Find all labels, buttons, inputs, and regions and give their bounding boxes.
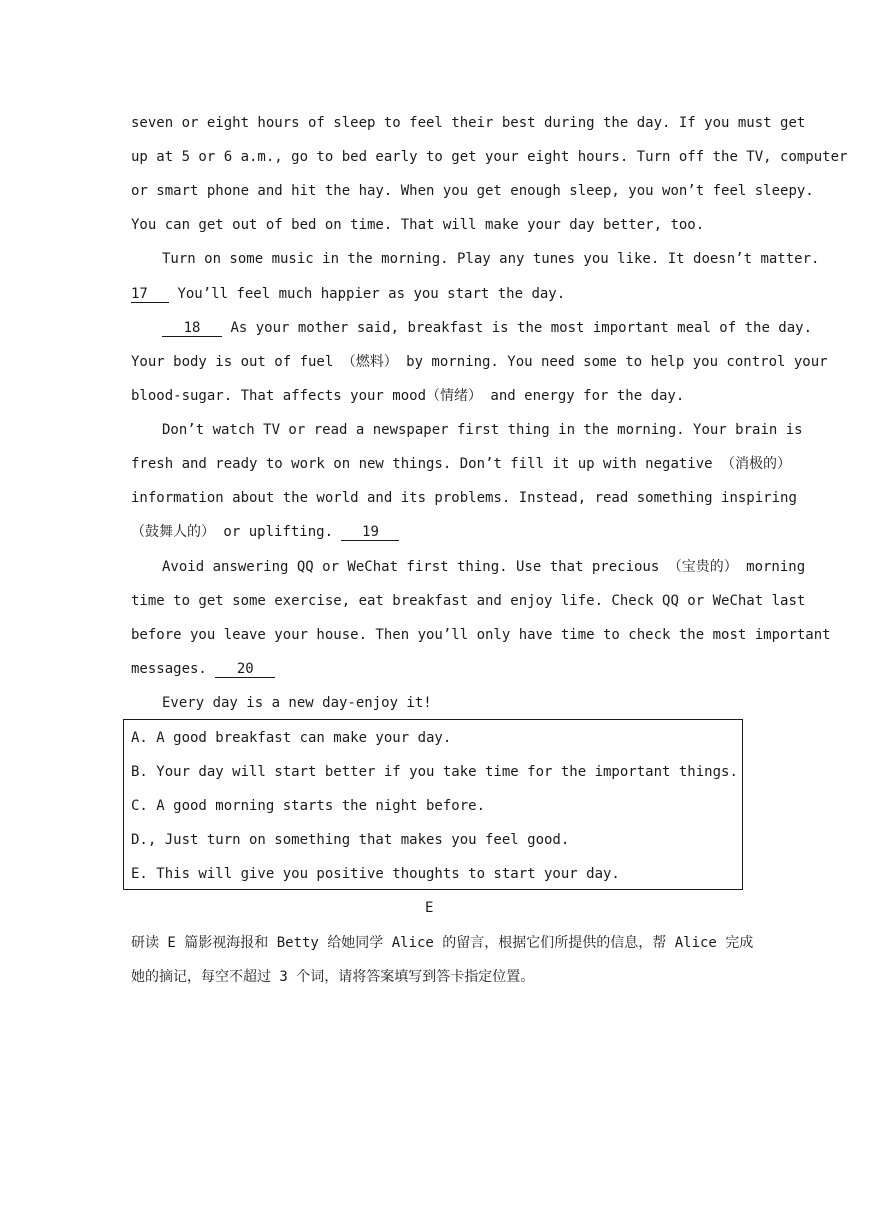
option-d: D., Just turn on something that makes you feel good. <box>131 832 570 848</box>
passage-line-with-blank <box>162 319 813 337</box>
blank-18[interactable]: 18 <box>162 320 222 337</box>
option-c: C. A good morning starts the night before. <box>131 798 486 814</box>
section-e-instruction: 研读 E 篇影视海报和 Betty 给她同学 Alice 的留言，根据它们所提供的信息，帮 Alice 完成 <box>131 935 754 951</box>
passage-text: As your mother said, breakfast is the most important meal of the day. <box>230 320 813 336</box>
passage-line: up at 5 or 6 a.m., go to bed early to get your eight hours. Turn off the TV, computer <box>131 149 848 165</box>
passage-line: Turn on some music in the morning. Play any tunes you like. It doesn’t matter. <box>162 251 820 267</box>
blank-19[interactable]: 19 <box>341 524 399 541</box>
passage-closing-line: Every day is a new day-enjoy it! <box>162 695 432 711</box>
option-e: E. This will give you positive thoughts to start your day. <box>131 866 620 882</box>
option-b: B. Your day will start better if you take time for the important things. <box>131 764 738 780</box>
passage-line: Your body is out of fuel （燃料） by morning. You need some to help you control your <box>131 354 828 370</box>
passage-line-with-blank <box>131 660 737 678</box>
passage-line: or smart phone and hit the hay. When you get enough sleep, you won’t feel sleepy. <box>131 183 814 199</box>
passage-text: messages. <box>131 661 207 677</box>
option-a: A. A good breakfast can make your day. <box>131 730 452 746</box>
blank-20[interactable]: 20 <box>215 661 275 678</box>
passage-text: （鼓舞人的） or uplifting. <box>131 524 334 540</box>
options-box <box>123 719 743 890</box>
passage-line: Don’t watch TV or read a newspaper first thing in the morning. Your brain is <box>162 422 803 438</box>
section-e-heading: E <box>425 900 434 916</box>
passage-line-with-blank <box>131 285 737 303</box>
passage-line-with-blank <box>131 523 737 541</box>
passage-line: blood-sugar. That affects your mood（情绪） and energy for the day. <box>131 388 685 404</box>
passage-line: seven or eight hours of sleep to feel their best during the day. If you must get <box>131 115 806 131</box>
passage-line: You can get out of bed on time. That will make your day better, too. <box>131 217 705 233</box>
passage-line: Avoid answering QQ or WeChat first thing. Use that precious （宝贵的） morning <box>162 559 806 575</box>
passage-text: You’ll feel much happier as you start the day. <box>177 286 566 302</box>
passage-line: before you leave your house. Then you’ll only have time to check the most important <box>131 627 831 643</box>
passage-line: fresh and ready to work on new things. Don’t fill it up with negative （消极的） <box>131 456 792 472</box>
section-e-instruction: 她的摘记，每空不超过 3 个词，请将答案填写到答卡指定位置。 <box>131 969 535 985</box>
blank-17[interactable]: 17 <box>131 286 169 303</box>
passage-line: information about the world and its problems. Instead, read something inspiring <box>131 490 797 506</box>
passage-line: time to get some exercise, eat breakfast and enjoy life. Check QQ or WeChat last <box>131 593 806 609</box>
